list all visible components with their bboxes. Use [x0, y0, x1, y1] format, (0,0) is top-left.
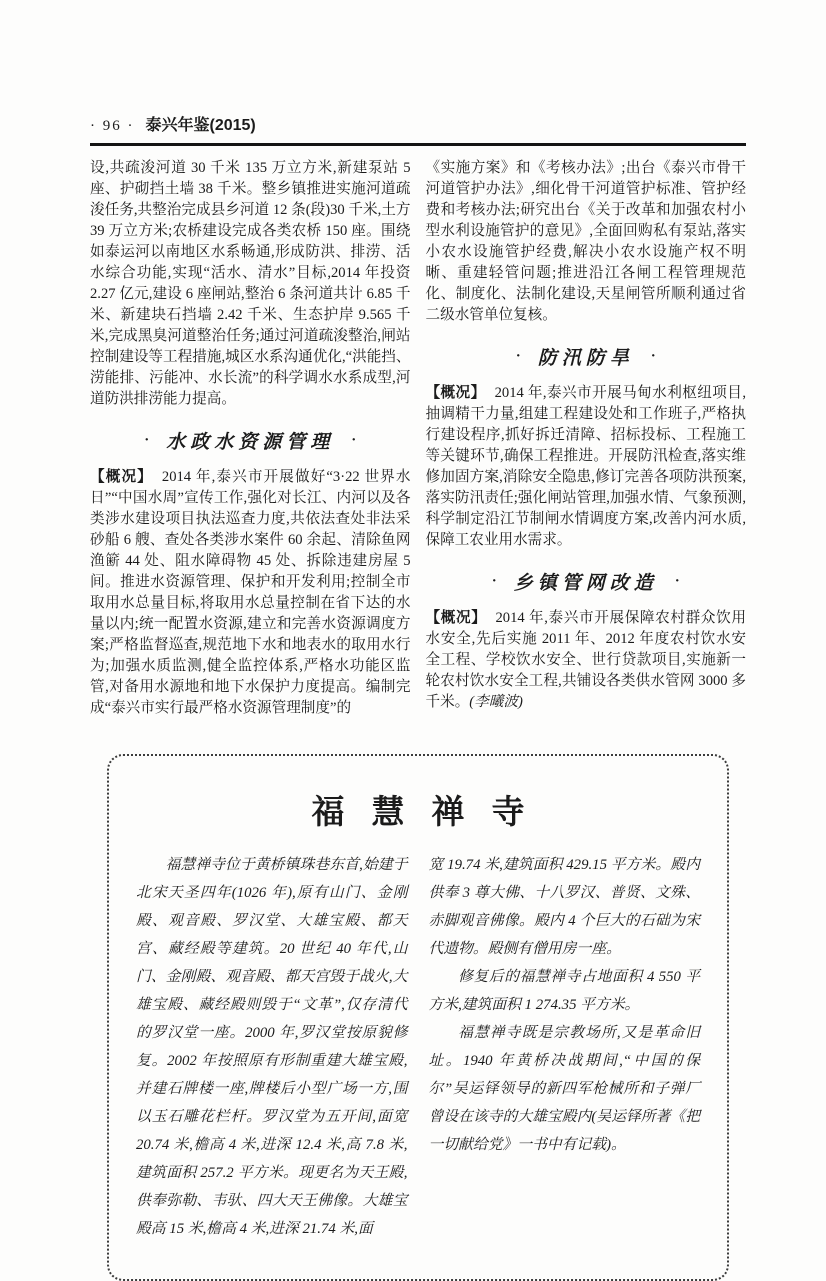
- flood-drought-overview-paragraph: [426, 383, 747, 551]
- heading-dot-right: ·: [351, 432, 357, 448]
- overview-text: 2014 年,泰兴市开展保障农村群众饮用水安全,先后实施 2011 年、2012 年度农村饮水安全工程、学校饮水安全、世行贷款项目,实施新一轮农村饮水安全工程,共铺设各类供水管网 3000 多千米。: [425, 610, 746, 710]
- temple-feature-box: [107, 754, 729, 1281]
- heading-dot-left: ·: [144, 432, 150, 448]
- river-dredging-paragraph: 设,共疏浚河道 30 千米 135 万立方米,新建泵站 5 座、护砌挡土墙 38 千米。整乡镇推进实施河道疏浚任务,共整治完成县乡河道 12 条(段)30 千米,土方 39 万立方米;农桥建设完成各类农桥 150 座。围绕如泰运河以南地区水系畅通,形成防洪、排涝、活水综合功能,实现“活水、清水”目标,2014 年投资 2.27 亿元,建设 6 座闸站,整治 6 条河道共计 6.85 千米、新建块石挡墙 2.42 千米、生态护岸 9.565 千米,完成黑臭河道整治任务;通过河道疏浚整治,闸站控制建设等工程措施,城区水系沟通优化,“洪能挡、涝能排、污能冲、水长流”的科学调水水系成型,河道防洪排涝能力提高。: [90, 160, 411, 407]
- temple-revolution-paragraph: 福慧禅寺既是宗教场所,又是革命旧址。1940 年黄桥决战期间,“中国的保尔”吴运铎领导的新四军枪械所和子弹厂曾设在该寺的大雄宝殿内(吴运铎所著《把一切献给党》一书中有记载)。: [428, 1025, 700, 1153]
- author-attribution: (李曦波): [469, 694, 523, 710]
- left-column: [90, 158, 411, 719]
- page-number: · 96 ·: [90, 118, 135, 134]
- heading-text: 防汛防旱: [537, 348, 634, 369]
- overview-text: 2014 年,泰兴市开展马甸水利枢纽项目,抽调精干力量,组建工程建设处和工作班子,严格执行建设程序,抓好拆迁清障、招标投标、工程施工等关键环节,确保工程推进。开展防汛检查,落实维修加固方案,消除安全隐患,修订完善各项防洪预案,落实防汛责任;强化闸站管理,加强水情、气象预测,科学制定沿江节制闸水情调度方案,改善内河水质,保障工农业用水需求。: [425, 385, 746, 548]
- heading-text: 水政水资源管理: [166, 432, 335, 453]
- text-columns: [90, 158, 746, 719]
- temple-title: 福慧禅寺: [311, 792, 552, 831]
- page-content: [90, 112, 746, 1281]
- temple-area-paragraph: 修复后的福慧禅寺占地面积 4 550 平方米,建筑面积 1 274.35 平方米。: [428, 969, 700, 1013]
- heading-dot-right: ·: [650, 348, 656, 364]
- temple-history-paragraph: 福慧禅寺位于黄桥镇珠巷东首,始建于北宋天圣四年(1026 年),原有山门、金刚殿、观音殿、罗汉堂、大雄宝殿、都天宫、藏经殿等建筑。20 世纪 40 年代,山门、金刚殿、观音殿、都天宫毁于战火,大雄宝殿、藏经殿则毁于“文革”,仅存清代的罗汉堂一座。2000 年,罗汉堂按原貌修复。2002 年按照原有形制重建大雄宝殿,并建石牌楼一座,牌楼后小型广场一方,围以玉石雕花栏杆。罗汉堂为五开间,面宽 20.74 米,檐高 4 米,进深 12.4 米,高 7.8 米,建筑面积 257.2 平方米。现更名为天王殿,供奉弥勒、韦驮、四大天王佛像。大雄宝殿高 15 米,檐高 4 米,进深 21.74 米,面: [136, 857, 408, 1237]
- temple-right-column: [429, 851, 701, 1243]
- temple-left-column: [136, 851, 408, 1243]
- water-resources-overview-paragraph: [90, 467, 411, 719]
- temple-columns: [136, 851, 700, 1243]
- section-heading-water-resources: [90, 427, 411, 454]
- overview-text: 2014 年,泰兴市开展做好“3·22 世界水日”“中国水周”宣传工作,强化对长江、内河以及各类涉水建设项目执法巡查力度,共依法查处非法采砂船 6 艘、查处各类涉水案件 60 余起、清除鱼网渔簖 44 处、阻水障碍物 45 处、拆除违建房屋 5 间。推进水资源管理、保护和开发利用;控制全市取用水总量目标,将取用水总量控制在省下达的水量以内;统一配置水资源,建立和完善水资源调度方案;严格监督巡查,规范地下水和地表水的取用水行为;加强水质监测,健全监控体系,严格水功能区监管,对备用水源地和地下水保护力度提高。编制完成“泰兴市实行最严格水资源管理制度”的: [90, 469, 411, 716]
- overview-label: 【概况】: [425, 385, 486, 401]
- overview-label: 【概况】: [90, 469, 153, 485]
- overview-label: 【概况】: [425, 610, 487, 626]
- right-column: [426, 158, 747, 719]
- book-title: 泰兴年鉴(2015): [145, 117, 256, 134]
- heading-text: 乡镇管网改造: [513, 573, 658, 594]
- section-heading-pipe-network: [426, 568, 747, 595]
- heading-dot-left: ·: [515, 348, 521, 364]
- canal-management-paragraph: 《实施方案》和《考核办法》;出台《泰兴市骨干河道管护办法》,细化骨干河道管护标准、管护经费和考核办法;研究出台《关于改革和加强农村小型水利设施管护的意见》,全面回购私有泵站,落实小农水设施管护经费,解决小农水设施产权不明晰、重建轻管问题;推进沿江各闸工程管理规范化、制度化、法制化建设,天星闸管所顺利通过省二级水管单位复核。: [425, 160, 746, 323]
- temple-hall-paragraph: 宽 19.74 米,建筑面积 429.15 平方米。殿内供奉 3 尊大佛、十八罗汉、普贤、文殊、赤脚观音佛像。殿内 4 个巨大的石础为宋代遗物。殿侧有僧用房一座。: [428, 857, 700, 957]
- header-rule: [90, 143, 746, 146]
- heading-dot-right: ·: [674, 573, 680, 589]
- running-head: [90, 112, 746, 135]
- section-heading-flood-drought: [426, 343, 747, 370]
- heading-dot-left: ·: [491, 573, 497, 589]
- pipe-network-overview-paragraph: [426, 608, 747, 713]
